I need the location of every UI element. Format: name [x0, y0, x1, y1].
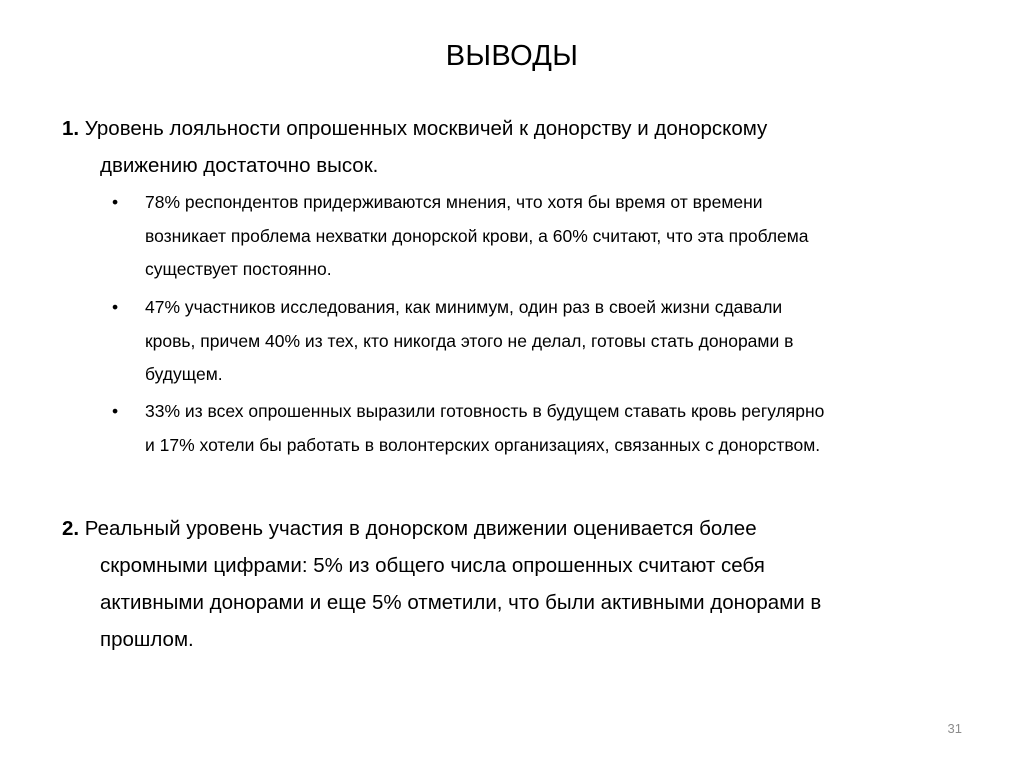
- bullet-text-line: возникает проблема нехватки донорской крови, а 60% считают, что эта проблема: [145, 225, 809, 246]
- bullet-text-line: 78% респондентов придерживаются мнения, что хотя бы время от времени: [145, 192, 763, 212]
- page-number: 31: [947, 721, 962, 736]
- point-number: 1.: [62, 117, 80, 140]
- bullet-text-line: 47% участников исследования, как минимум, один раз в своей жизни сдавали: [145, 297, 783, 317]
- slide-title: ВЫВОДЫ: [445, 40, 579, 72]
- point-text-line: скромными цифрами: 5% из общего числа опрошенных считают себя: [100, 554, 765, 577]
- bullet-marker: •: [112, 401, 119, 421]
- bullet-text: [145, 186, 965, 287]
- bullet-text-line: существует постоянно.: [145, 259, 332, 279]
- conclusion-point-1: [62, 110, 952, 184]
- conclusion-point-2: [62, 510, 952, 658]
- bullet-text-line: кровь, причем 40% из тех, кто никогда этого не делал, готовы стать донорами в: [145, 330, 794, 351]
- point-text-line: прошлом.: [100, 628, 194, 651]
- bullet-marker: •: [112, 297, 119, 317]
- bullet-text-line: и 17% хотели бы работать в волонтерских организациях, связанных с донорством.: [145, 434, 821, 455]
- point-number: 2.: [62, 517, 80, 540]
- point-text-line: активными донорами и еще 5% отметили, что были активными донорами в: [100, 591, 822, 614]
- point-text-line: Реальный уровень участия в донорском движении оценивается более: [79, 517, 757, 540]
- point-text-line: движению достаточно высок.: [100, 154, 379, 177]
- bullet-text-line: будущем.: [145, 364, 223, 384]
- bullet-marker: •: [112, 192, 119, 212]
- bullet-text: [145, 291, 965, 392]
- bullet-text: [145, 395, 965, 462]
- bullet-text-line: 33% из всех опрошенных выразили готовность в будущем ставать кровь регулярно: [145, 401, 825, 421]
- point-text-line: Уровень лояльности опрошенных москвичей к донорству и донорскому: [79, 117, 768, 140]
